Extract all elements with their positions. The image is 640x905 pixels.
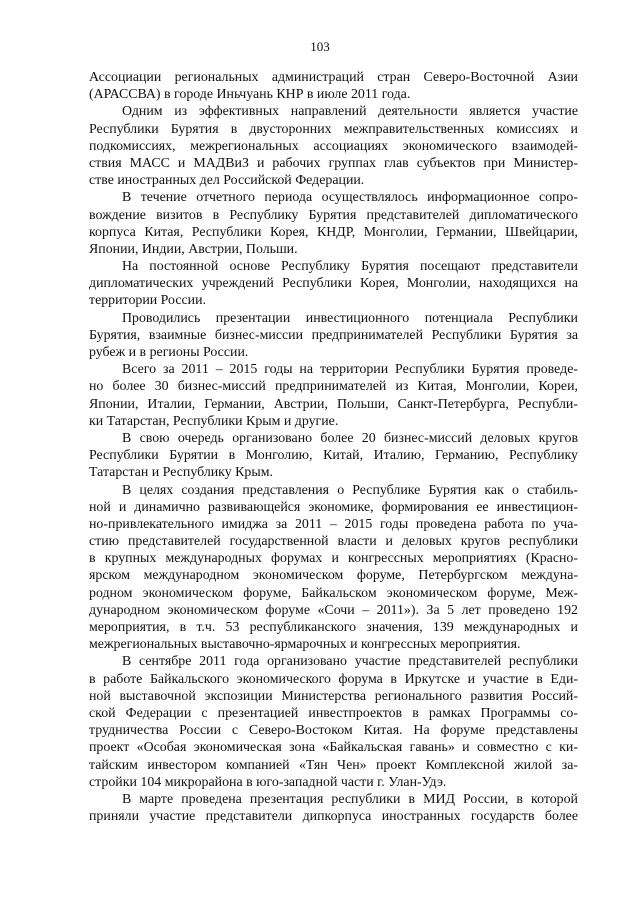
text-line: Республики Бурятия в двусторонних межправительственных комиссиях и: [89, 121, 578, 137]
text-line: Всего за 2011 – 2015 годы на территории Республики Бурятия проведе-: [122, 362, 578, 378]
text-line: В свою очередь организовано более 20 бизнес-миссий деловых кругов: [122, 430, 578, 446]
text-line: ствия МАСС и МАДВиЗ и рабочих группах глав субъектов при Министер-: [89, 155, 578, 171]
paragraph: [89, 653, 578, 791]
text-line: Татарстан и Республику Крым.: [89, 465, 273, 481]
text-line: ской Федерации с презентацией инвестпроектов в рамках Программы со-: [89, 705, 578, 721]
text-line: но более 30 бизнес-миссий предпринимателей из Китая, Монголии, Кореи,: [89, 379, 578, 395]
text-line: В сентябре 2011 года организовано участие представителей республики: [122, 654, 578, 670]
text-line: стве иностранных дел Российской Федерации.: [89, 173, 365, 189]
paragraph: [89, 791, 578, 825]
text-line: Ассоциации региональных администраций стран Северо-Восточной Азии: [89, 70, 578, 85]
text-line: ки Татарстан, Республики Крым и другие.: [89, 413, 339, 429]
text-line: но-привлекательного имиджа за 2011 – 2015 годы проведена работа по уча-: [89, 516, 578, 532]
text-line: Одним из эффективных направлений деятельности является участие: [122, 104, 578, 120]
paragraph: [89, 430, 578, 482]
text-line: стройки 104 микрорайона в юго-западной части г. Улан-Удэ.: [89, 774, 447, 790]
text-line: корпуса Китая, Республики Корея, КНДР, Монголии, Германии, Швейцарии,: [89, 224, 578, 240]
text-line: в работе Байкальского экономического форума в Иркутске и участие в Еди-: [89, 671, 578, 687]
paragraph: [89, 310, 578, 362]
text-line: подкомиссиях, межрегиональных ассоциациях экономического взаимодей-: [89, 138, 578, 154]
text-line: Японии, Индии, Австрии, Польши.: [89, 241, 298, 257]
paragraph: [89, 103, 578, 189]
text-line: дипломатических учреждений Республики Корея, Монголии, находящихся на: [89, 276, 578, 292]
text-line: На постоянной основе Республику Бурятия посещают представители: [122, 259, 578, 275]
text-line: Республики Бурятии в Монголию, Китай, Италию, Германию, Республику: [89, 448, 578, 464]
text-line: трудничества России с Северо-Востоком Китая. На форуме представлены: [89, 723, 578, 739]
text-line: ной выставочной экспозиции Министерства регионального развития Россий-: [89, 688, 578, 704]
text-line: ной и динамично развивающейся экономике, формирования ее инвестицион-: [89, 499, 578, 515]
text-line: ярском международном экономическом форуме, Петербургском междуна-: [89, 568, 578, 584]
body-text: [89, 69, 578, 825]
text-line: дународном экономическом форуме «Сочи – 2011»). За 5 лет проведено 192: [89, 602, 578, 618]
text-line: В целях создания представления о Республике Бурятия как о стабиль-: [122, 482, 578, 498]
paragraph: [89, 258, 578, 310]
text-line: вождение визитов в Республику Бурятия представителей дипломатического: [89, 207, 578, 223]
text-line: Бурятия, взаимные бизнес-миссии предпринимателей Республики Бурятия за: [89, 327, 578, 343]
text-line: родном экономическом форуме, Байкальском экономическом форуме, Меж-: [89, 585, 578, 601]
text-line: тайским инвестором компанией «Тян Чен» проект Комплексной жилой за-: [89, 757, 578, 773]
text-line: в крупных международных форумах и конгрессных мероприятиях (Красно-: [89, 551, 578, 567]
text-line: рубеж и в регионы России.: [89, 345, 249, 360]
text-line: Проводились презентации инвестиционного потенциала Республики: [122, 310, 578, 326]
paragraph: [89, 361, 578, 430]
text-line: В марте проведена презентация республики в МИД России, в которой: [122, 791, 578, 807]
text-line: В течение отчетного периода осуществлялось информационное сопро-: [122, 190, 578, 206]
text-line: проект «Особая экономическая зона «Байкальская гавань» и совместно с ки-: [89, 740, 578, 756]
paragraph: [89, 69, 578, 103]
text-line: Японии, Италии, Германии, Австрии, Польши, Санкт-Петербурга, Республи-: [89, 396, 578, 412]
text-line: стию представителей государственной власти и деловых кругов республики: [89, 534, 578, 550]
text-line: территории России.: [89, 293, 207, 309]
paragraph: [89, 189, 578, 258]
paragraph: [89, 482, 578, 654]
page-number: 103: [310, 39, 330, 54]
text-line: межрегиональных выставочно-ярмарочных и конгрессных мероприятия.: [89, 637, 521, 653]
text-line: мероприятия, в т.ч. 53 республиканского значения, 139 международных и: [89, 620, 578, 635]
text-line: (АРАССВА) в городе Иньчуань КНР в июле 2011 года.: [89, 87, 411, 103]
text-line: приняли участие представители дипкорпуса иностранных государств более: [89, 809, 578, 825]
